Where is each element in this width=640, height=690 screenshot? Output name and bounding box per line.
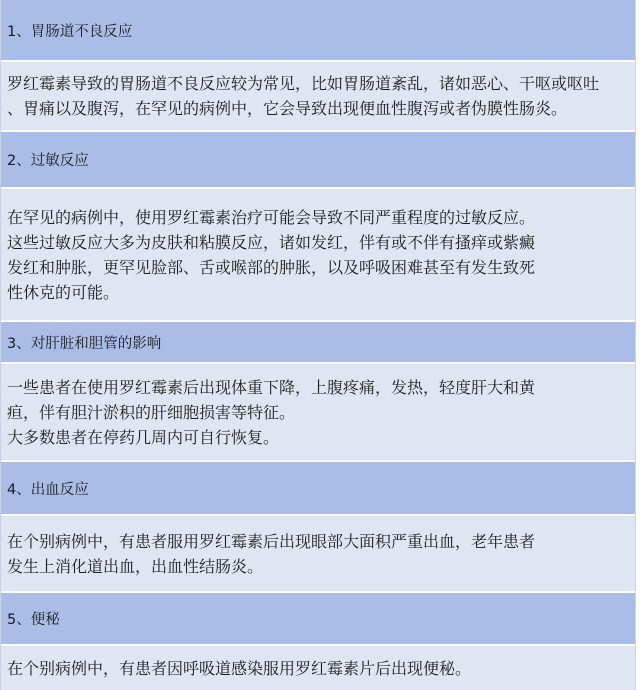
section-heading (1, 322, 635, 364)
body-line: 发红和肿胀，更罕见脸部、舌或喉部的肿胀，以及呼吸困难甚至有发生致死 (7, 257, 536, 277)
body-text (7, 205, 535, 305)
heading-text: 2、过敏反应 (7, 153, 89, 169)
body-line: 罗红霉素导致的胃肠道不良反应较为常见，比如胃肠道紊乱，诸如恶心、干呕或呕吐 (7, 74, 600, 93)
section-body (1, 364, 635, 462)
section-heading (1, 593, 635, 646)
section-body (1, 646, 635, 690)
body-line: 大多数患者在停药几周内可自行恢复。 (7, 427, 280, 447)
section-body (1, 189, 635, 322)
heading-text: 1、胃肠道不良反应 (7, 23, 133, 40)
heading-text: 5、便秘 (7, 612, 60, 628)
section-heading (1, 132, 635, 189)
body-text (7, 656, 471, 681)
body-line: 这些过敏反应大多为皮肤和粘膜反应，诸如发红，伴有或不伴有搔痒或紫癜 (7, 232, 536, 252)
section-body (1, 62, 635, 132)
section-body (1, 516, 635, 593)
body-line: 性休克的可能。 (7, 282, 120, 302)
heading-text: 3、对肝脏和胆管的影响 (7, 335, 162, 352)
body-line: 在个别病例中，有患者服用罗红霉素后出现眼部大面积严重出血，老年患者 (7, 531, 536, 551)
body-line: 在罕见的病例中，使用罗红霉素治疗可能会导致不同严重程度的过敏反应。 (7, 207, 536, 227)
body-line: 发生上消化道出血，出血性结肠炎。 (7, 556, 264, 576)
section-heading (1, 462, 635, 516)
body-text (7, 71, 599, 121)
body-line: 、胃痛以及腹泻，在罕见的病例中，它会导致出现便血性腹泻或者伪膜性肠炎。 (7, 99, 568, 118)
section-heading (1, 0, 635, 62)
body-line: 一些患者在使用罗红霉素后出现体重下降，上腹疼痛，发热，轻度肝大和黄 (7, 377, 536, 397)
body-text (7, 375, 535, 450)
heading-text: 4、出血反应 (7, 481, 89, 498)
body-line: 在个别病例中，有患者因呼吸道感染服用罗红霉素片后出现便秘。 (7, 658, 472, 678)
body-line: 疸，伴有胆汁淤积的肝细胞损害等特征。 (7, 402, 296, 422)
body-text (7, 529, 535, 579)
